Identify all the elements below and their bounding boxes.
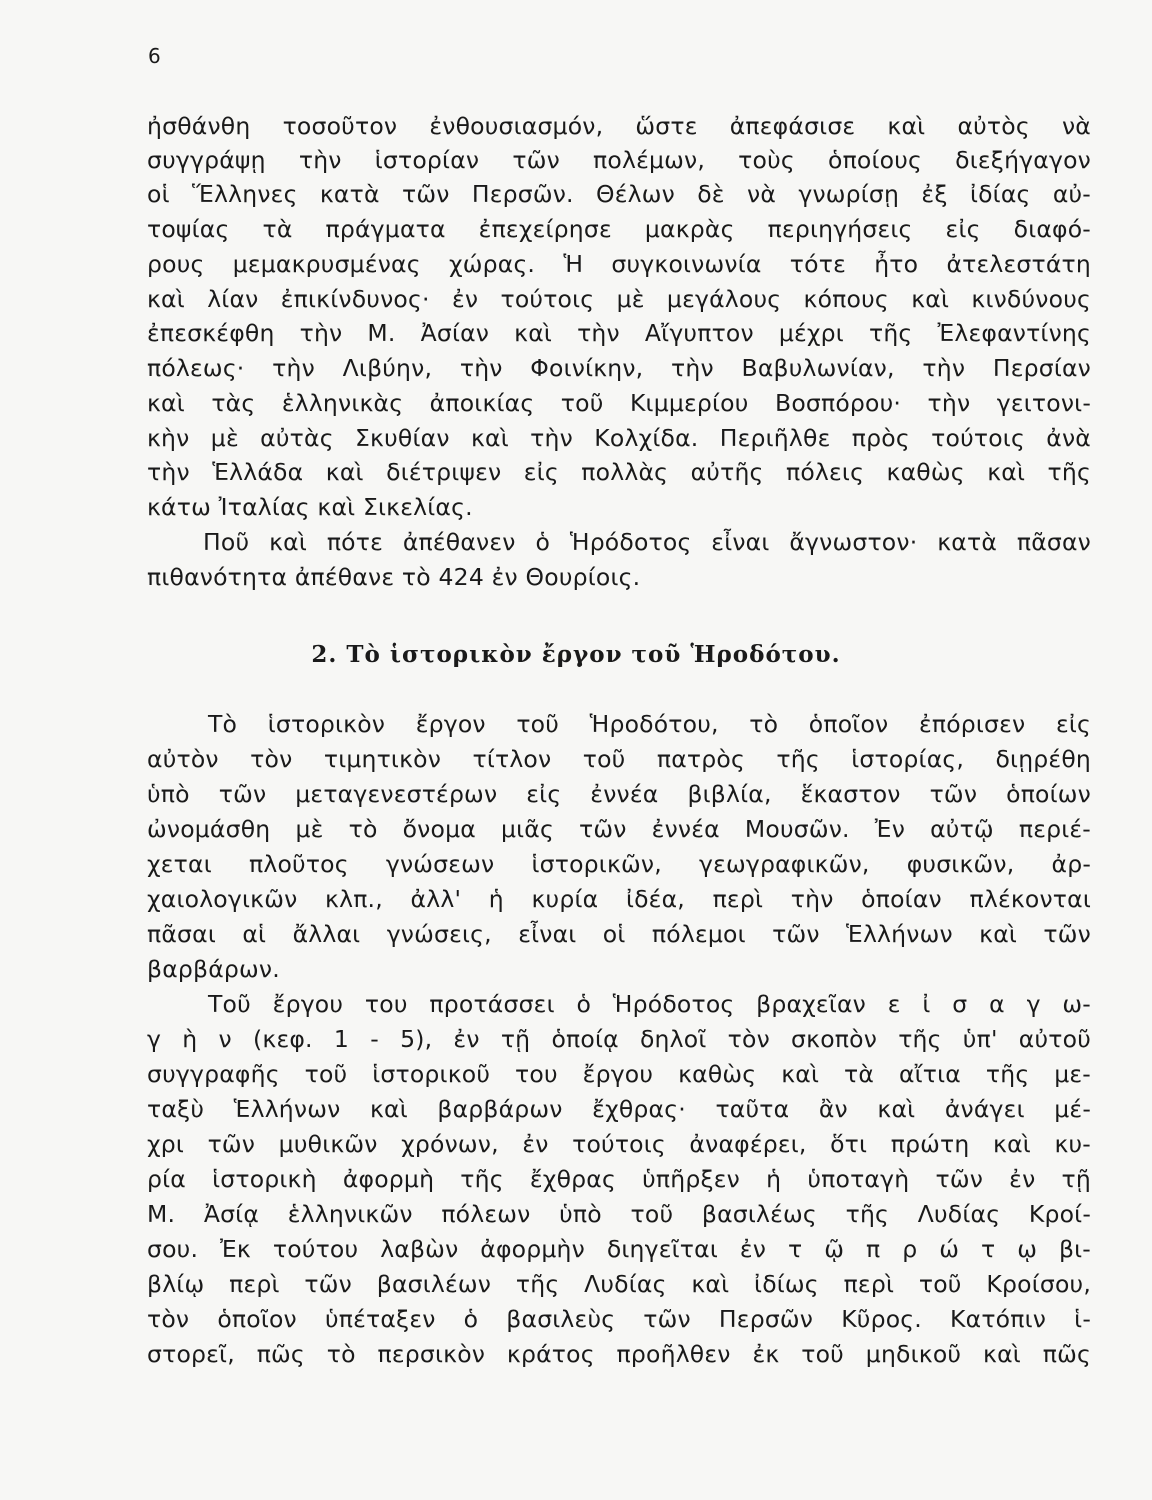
section-heading: 2. Τὸ ἱστορικὸν ἔργον τοῦ Ἡροδότου. <box>311 641 841 668</box>
text-line: ὠνομάσθη μὲ τὸ ὄνομα μιᾶς τῶν ἐννέα Μουσῶν. Ἐν αὐτῷ περιέ- <box>147 815 1091 843</box>
text-line: τὴν Ἑλλάδα καὶ διέτριψεν εἰς πολλὰς αὐτῆς πόλεις καθὼς καὶ τῆς <box>147 458 1091 486</box>
text-line: αὐτὸν τὸν τιμητικὸν τίτλον τοῦ πατρὸς τῆς ἱστορίας, διῃρέθη <box>147 745 1091 773</box>
text-line: κὴν μὲ αὐτὰς Σκυθίαν καὶ τὴν Κολχίδα. Περιῆλθε πρὸς τούτοις ἀνὰ <box>147 424 1091 452</box>
text-line: σου. Ἐκ τούτου λαβὼν ἀφορμὴν διηγεῖται ἐν τ ῷ π ρ ώ τ ῳ βι- <box>147 1235 1091 1263</box>
text-line: στορεῖ, πῶς τὸ περσικὸν κράτος προῆλθεν ἐκ τοῦ μηδικοῦ καὶ πῶς <box>147 1340 1091 1368</box>
text-line: ταξὺ Ἑλλήνων καὶ βαρβάρων ἔχθρας· ταῦτα ἂν καὶ ἀνάγει μέ- <box>147 1095 1091 1123</box>
text-line: καὶ λίαν ἐπικίνδυνος· ἐν τούτοις μὲ μεγάλους κόπους καὶ κινδύνους <box>147 285 1091 313</box>
text-line: συγγραφῆς τοῦ ἱστορικοῦ του ἔργου καθὼς καὶ τὰ αἴτια τῆς με- <box>147 1060 1091 1088</box>
text-line: πόλεως· τὴν Λιβύην, τὴν Φοινίκην, τὴν Βαβυλωνίαν, τὴν Περσίαν <box>147 354 1091 382</box>
text-line: οἱ Ἕλληνες κατὰ τῶν Περσῶν. Θέλων δὲ νὰ γνωρίσῃ ἐξ ἰδίας αὐ- <box>147 180 1091 208</box>
text-line: πᾶσαι αἱ ἄλλαι γνώσεις, εἶναι οἱ πόλεμοι τῶν Ἑλλήνων καὶ τῶν <box>147 920 1091 948</box>
text-line: βαρβάρων. <box>147 955 280 983</box>
text-line: τὸν ὁποῖον ὑπέταξεν ὁ βασιλεὺς τῶν Περσῶν Κῦρος. Κατόπιν ἱ- <box>147 1305 1091 1333</box>
text-line: συγγράψῃ τὴν ἱστορίαν τῶν πολέμων, τοὺς ὁποίους διεξήγαγον <box>147 146 1091 174</box>
text-line: χεται πλοῦτος γνώσεων ἱστορικῶν, γεωγραφικῶν, φυσικῶν, ἀρ- <box>147 850 1091 878</box>
text-line: τοψίας τὰ πράγματα ἐπεχείρησε μακρὰς περιηγήσεις εἰς διαφό- <box>147 215 1091 243</box>
text-line: χαιολογικῶν κλπ., ἀλλ' ἡ κυρία ἰδέα, περὶ τὴν ὁποίαν πλέκονται <box>147 885 1091 913</box>
text-line: κάτω Ἰταλίας καὶ Σικελίας. <box>147 493 473 521</box>
text-line: ὑπὸ τῶν μεταγενεστέρων εἰς ἐννέα βιβλία, ἕκαστον τῶν ὁποίων <box>147 780 1091 808</box>
text-line: ἐπεσκέφθη τὴν Μ. Ἀσίαν καὶ τὴν Αἴγυπτον μέχρι τῆς Ἐλεφαντίνης <box>147 319 1091 347</box>
page-number: 6 <box>148 44 161 68</box>
text-line: πιθανότητα ἀπέθανε τὸ 424 ἐν Θουρίοις. <box>147 563 641 591</box>
text-line: γ ὴ ν (κεφ. 1 - 5), ἐν τῇ ὁποίᾳ δηλοῖ τὸν σκοπὸν τῆς ὑπ' αὐτοῦ <box>147 1025 1091 1053</box>
text-line: χρι τῶν μυθικῶν χρόνων, ἐν τούτοις ἀναφέρει, ὅτι πρώτη καὶ κυ- <box>147 1130 1091 1158</box>
text-line: ρία ἱστορικὴ ἀφορμὴ τῆς ἔχθρας ὑπῆρξεν ἡ ὑποταγὴ τῶν ἐν τῇ <box>147 1165 1091 1193</box>
text-line: βλίῳ περὶ τῶν βασιλέων τῆς Λυδίας καὶ ἰδίως περὶ τοῦ Κροίσου, <box>147 1270 1091 1298</box>
text-line: Μ. Ἀσίᾳ ἑλληνικῶν πόλεων ὑπὸ τοῦ βασιλέως τῆς Λυδίας Κροί- <box>147 1200 1091 1228</box>
text-line: Τὸ ἱστορικὸν ἔργον τοῦ Ἡροδότου, τὸ ὁποῖον ἐπόρισεν εἰς <box>208 710 1091 738</box>
text-line: ρους μεμακρυσμένας χώρας. Ἡ συγκοινωνία τότε ἦτο ἀτελεστάτη <box>147 250 1091 278</box>
text-line: Τοῦ ἔργου του προτάσσει ὁ Ἡρόδοτος βραχεῖαν ε ἰ σ α γ ω- <box>208 990 1091 1018</box>
text-line: ἠσθάνθη τοσοῦτον ἐνθουσιασμόν, ὥστε ἀπεφάσισε καὶ αὐτὸς νὰ <box>147 112 1091 140</box>
text-line: καὶ τὰς ἑλληνικὰς ἀποικίας τοῦ Κιμμερίου Βοσπόρου· τὴν γειτονι- <box>147 389 1091 417</box>
text-line: Ποῦ καὶ πότε ἀπέθανεν ὁ Ἡρόδοτος εἶναι ἄγνωστον· κατὰ πᾶσαν <box>203 528 1091 556</box>
